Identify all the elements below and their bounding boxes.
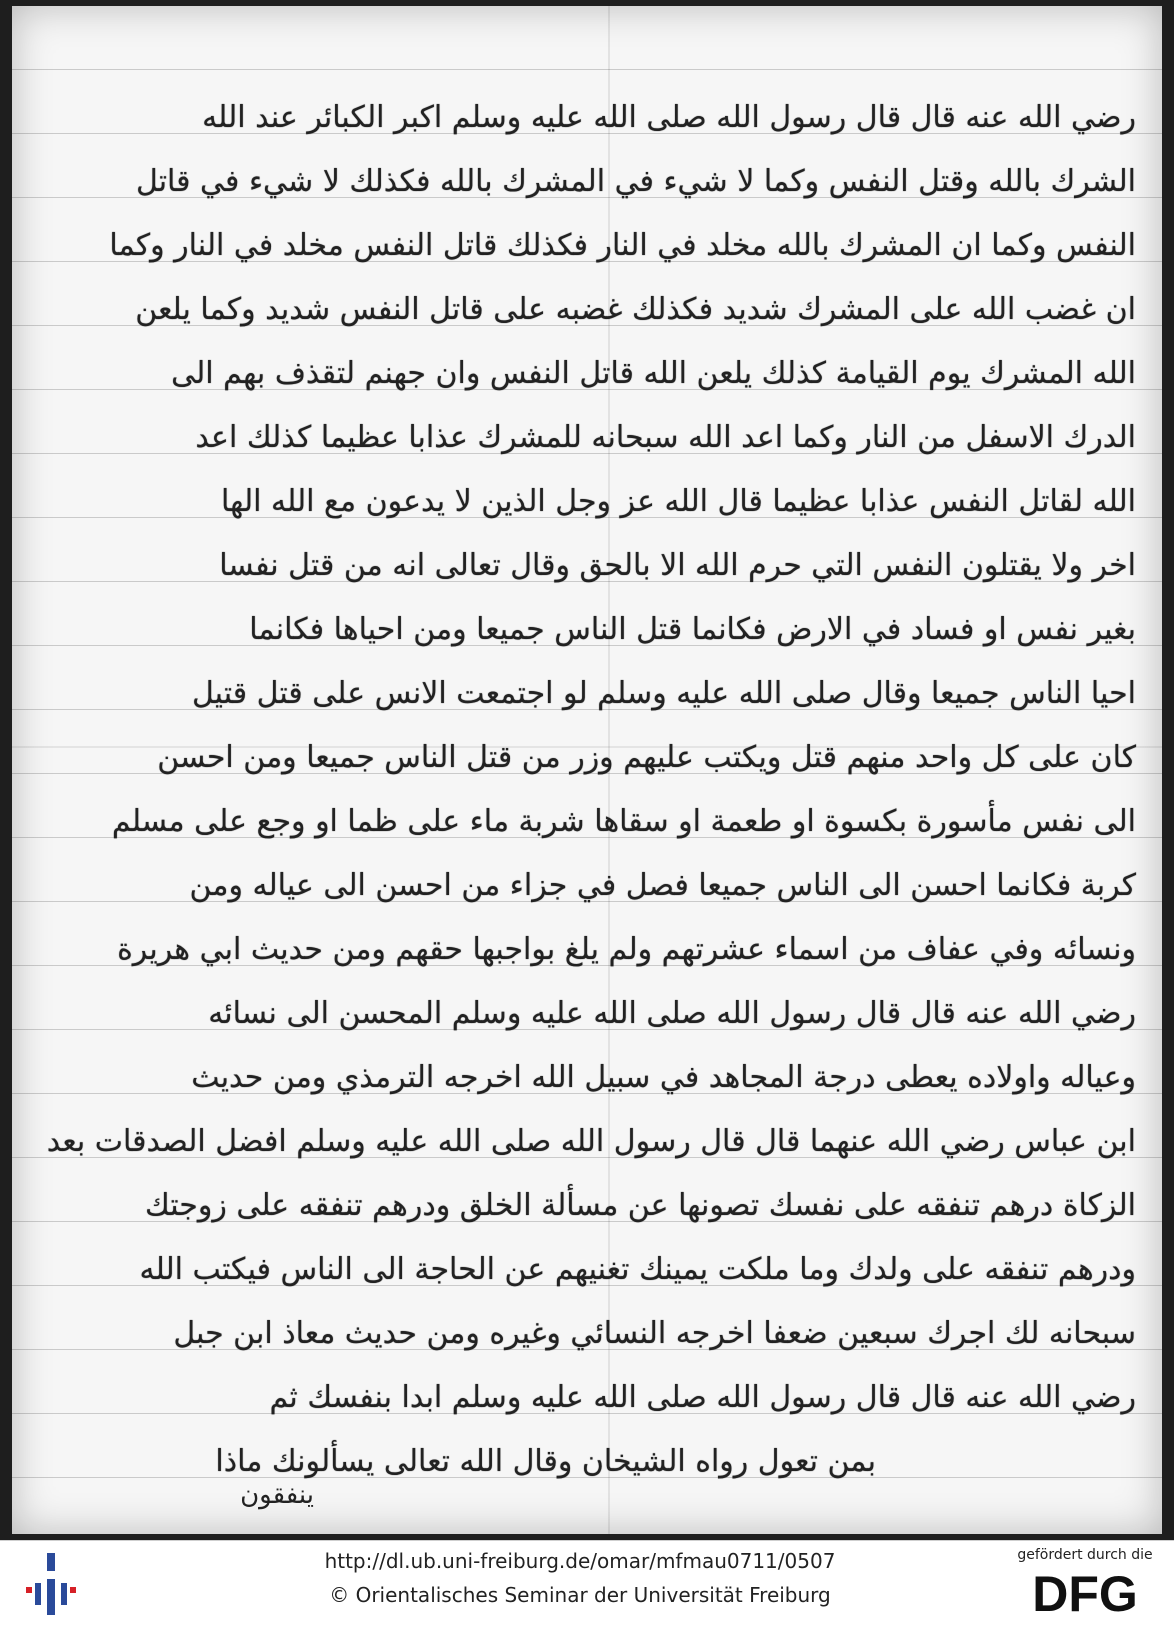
manuscript-line: كان على كل واحد منهم قتل ويكتب عليهم وزر من قتل الناس جميعا ومن احسن: [157, 740, 1136, 775]
dfg-logo-icon: [1018, 1566, 1152, 1622]
svg-text:DFG: DFG: [1032, 1566, 1138, 1622]
manuscript-line: كربة فكانما احسن الى الناس جميعا فصل في جزاء من احسن الى عياله ومن: [189, 868, 1136, 903]
manuscript-line: النفس وكما ان المشرك بالله مخلد في النار فكذلك قاتل النفس مخلد في النار وكما: [109, 228, 1136, 263]
manuscript-line: ونسائه وفي عفاف من اسماء عشرتهم ولم يلغ بواجبها حقهم ومن حديث ابي هريرة: [117, 932, 1136, 967]
manuscript-line: اخر ولا يقتلون النفس التي حرم الله الا بالحق وقال تعالى انه من قتل نفسا: [219, 548, 1136, 583]
manuscript-line: احيا الناس جميعا وقال صلى الله عليه وسلم لو اجتمعت الانس على قتل قتيل: [191, 676, 1136, 711]
manuscript-line: رضي الله عنه قال قال رسول الله صلى الله عليه وسلم المحسن الى نسائه: [208, 996, 1136, 1031]
manuscript-line: ودرهم تنفقه على ولدك وما ملكت يمينك تغنيهم عن الحاجة الى الناس فيكتب الله: [139, 1252, 1136, 1287]
manuscript-line: الله المشرك يوم القيامة كذلك يلعن الله قاتل النفس وان جهنم لتقذف بهم الى: [171, 356, 1136, 391]
manuscript-line: وعياله واولاده يعطى درجة المجاهد في سبيل الله اخرجه الترمذي ومن حديث: [191, 1060, 1136, 1095]
funded-by-label: gefördert durch die: [1017, 1547, 1153, 1563]
manuscript-text: [46, 86, 1136, 1494]
manuscript-line: ابن عباس رضي الله عنهما قال قال رسول الله صلى الله عليه وسلم افضل الصدقات بعد: [46, 1124, 1136, 1159]
manuscript-line: رضي الله عنه قال قال رسول الله صلى الله عليه وسلم ابدا بنفسك ثم: [269, 1380, 1136, 1415]
manuscript-line: الدرك الاسفل من النار وكما اعد الله سبحانه للمشرك عذابا عظيما كذلك اعد: [195, 420, 1136, 455]
manuscript-line: الزكاة درهم تنفقه على نفسك تصونها عن مسألة الخلق ودرهم تنفقه على زوجتك: [144, 1188, 1136, 1223]
manuscript-line: الى نفس مأسورة بكسوة او طعمة او سقاها شربة ماء على ظما او وجع على مسلم: [111, 804, 1136, 839]
manuscript-line: سبحانه لك اجرك سبعين ضعفا اخرجه النسائي وغيره ومن حديث معاذ ابن جبل: [173, 1316, 1136, 1351]
catchword: ينفقون: [240, 1480, 314, 1510]
manuscript-line: رضي الله عنه قال قال رسول الله صلى الله عليه وسلم اكبر الكبائر عند الله: [202, 100, 1136, 135]
copyright-notice: © Orientalisches Seminar der Universität Freiburg: [329, 1583, 831, 1607]
ub-freiburg-logo-icon: [26, 1553, 76, 1615]
footer: [0, 1540, 1174, 1625]
manuscript-line: بغير نفس او فساد في الارض فكانما قتل الناس جميعا ومن احياها فكانما: [249, 612, 1136, 647]
document-url[interactable]: http://dl.ub.uni-freiburg.de/omar/mfmau0711/0507: [324, 1549, 836, 1573]
manuscript-line: بمن تعول رواه الشيخان وقال الله تعالى يسألونك ماذا: [215, 1444, 876, 1479]
manuscript-line: الله لقاتل النفس عذابا عظيما قال الله عز وجل الذين لا يدعون مع الله الها: [221, 484, 1136, 519]
manuscript-line: الشرك بالله وقتل النفس وكما لا شيء في المشرك بالله فكذلك لا شيء في قاتل: [135, 164, 1136, 199]
manuscript-line: ان غضب الله على المشرك شديد فكذلك غضبه على قاتل النفس شديد وكما يلعن: [135, 292, 1136, 327]
